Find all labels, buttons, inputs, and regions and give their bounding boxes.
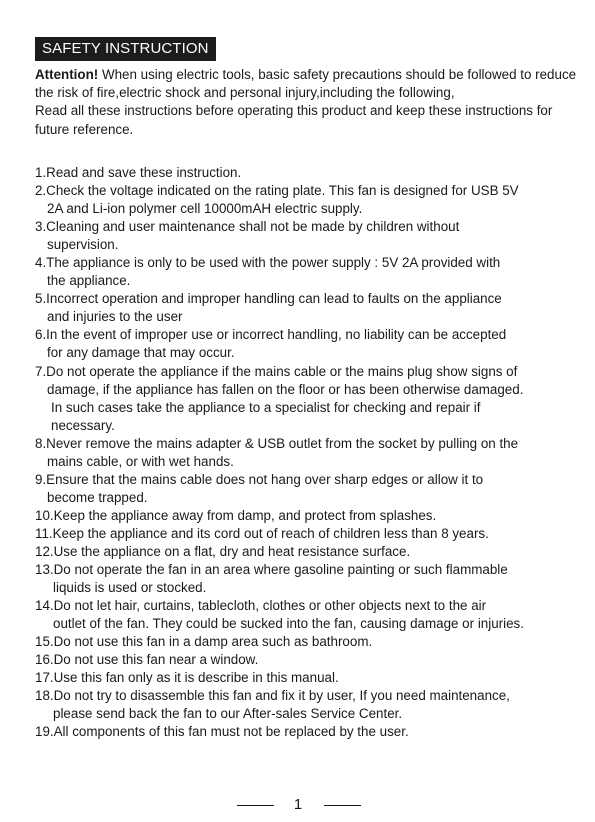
instruction-continuation: and injuries to the user (47, 309, 183, 325)
instruction-item-18 (35, 687, 580, 723)
instruction-continuation: liquids is used or stocked. (53, 580, 207, 596)
instruction-text: 13.Do not operate the fan in an area where gasoline painting or such flammable (35, 562, 508, 578)
instruction-text: 11.Keep the appliance and its cord out of reach of children less than 8 years. (35, 525, 489, 541)
instruction-continuation: the appliance. (47, 273, 131, 289)
instruction-continuation: become trapped. (47, 489, 148, 505)
read-instructions-paragraph: Read all these instructions before operating this product and keep these instructions for future reference. (35, 103, 553, 137)
attention-text: When using electric tools, basic safety precautions should be followed to reduce the risk of fire,electric shock and personal injury,including the following, (35, 67, 577, 101)
instruction-text: 17.Use this fan only as it is describe in this manual. (35, 670, 339, 686)
instruction-text: 16.Do not use this fan near a window. (35, 652, 259, 668)
instruction-item-16 (35, 651, 580, 669)
instruction-item-12 (35, 543, 580, 561)
instruction-text: 5.Incorrect operation and improper handling can lead to faults on the appliance (35, 291, 502, 307)
page-footer (0, 795, 595, 815)
instruction-continuation: for any damage that may occur. (47, 345, 235, 361)
instruction-continuation: damage, if the appliance has fallen on the floor or has been otherwise damaged. (47, 381, 524, 397)
instruction-continuation: please send back the fan to our After-sales Service Center. (53, 706, 403, 722)
attention-paragraph (35, 66, 580, 102)
instruction-item-19 (35, 723, 580, 741)
instruction-continuation: In such cases take the appliance to a specialist for checking and repair if (51, 399, 481, 415)
instruction-continuation: outlet of the fan. They could be sucked into the fan, causing damage or injuries. (53, 616, 524, 632)
instruction-item-4 (35, 254, 580, 290)
instruction-text: 6.In the event of improper use or incorrect handling, no liability can be accepted (35, 327, 507, 343)
instruction-item-13 (35, 561, 580, 597)
instruction-item-10 (35, 507, 580, 525)
instruction-item-8 (35, 435, 580, 471)
instruction-text: 1.Read and save these instruction. (35, 165, 242, 180)
instruction-item-7 (35, 363, 580, 435)
instruction-item-11 (35, 525, 580, 543)
instruction-item-14 (35, 597, 580, 633)
instruction-text: 14.Do not let hair, curtains, tablecloth, clothes or other objects next to the air (35, 598, 487, 614)
instruction-text: 18.Do not try to disassemble this fan and fix it by user, If you need maintenance, (35, 688, 510, 704)
instruction-continuation: supervision. (47, 237, 119, 253)
instruction-text: 2.Check the voltage indicated on the rating plate. This fan is designed for USB 5V (35, 183, 519, 199)
instruction-text: 10.Keep the appliance away from damp, and protect from splashes. (35, 507, 437, 523)
instruction-item-15 (35, 633, 580, 651)
attention-label: Attention! (35, 67, 99, 82)
instruction-continuation: mains cable, or with wet hands. (47, 453, 234, 469)
instruction-text: 12.Use the appliance on a flat, dry and heat resistance surface. (35, 543, 411, 559)
instruction-text: 8.Never remove the mains adapter & USB outlet from the socket by pulling on the (35, 435, 519, 451)
instruction-list (35, 164, 580, 742)
page-number: 1 (293, 796, 303, 813)
instruction-text: 4.The appliance is only to be used with the power supply : 5V 2A provided with (35, 255, 501, 271)
instruction-continuation: 2A and Li-ion polymer cell 10000mAH electric supply. (47, 201, 363, 217)
section-title: SAFETY INSTRUCTION (35, 37, 216, 61)
instruction-item-17 (35, 669, 580, 687)
intro-block (35, 66, 580, 139)
instruction-item-2 (35, 182, 580, 218)
instruction-item-3 (35, 218, 580, 254)
instruction-text: 19.All components of this fan must not be replaced by the user. (35, 724, 409, 740)
instruction-item-6 (35, 326, 580, 362)
instruction-text: 7.Do not operate the appliance if the mains cable or the mains plug show signs of (35, 363, 518, 379)
footer-divider-left (237, 805, 274, 806)
instruction-item-5 (35, 290, 580, 326)
instruction-text: 9.Ensure that the mains cable does not hang over sharp edges or allow it to (35, 471, 484, 487)
footer-divider-right (324, 805, 361, 806)
instruction-item-1 (35, 164, 580, 182)
instruction-text: 15.Do not use this fan in a damp area such as bathroom. (35, 634, 373, 650)
instruction-item-9 (35, 471, 580, 507)
instruction-text: 3.Cleaning and user maintenance shall not be made by children without (35, 219, 460, 235)
instruction-continuation: necessary. (51, 417, 115, 433)
